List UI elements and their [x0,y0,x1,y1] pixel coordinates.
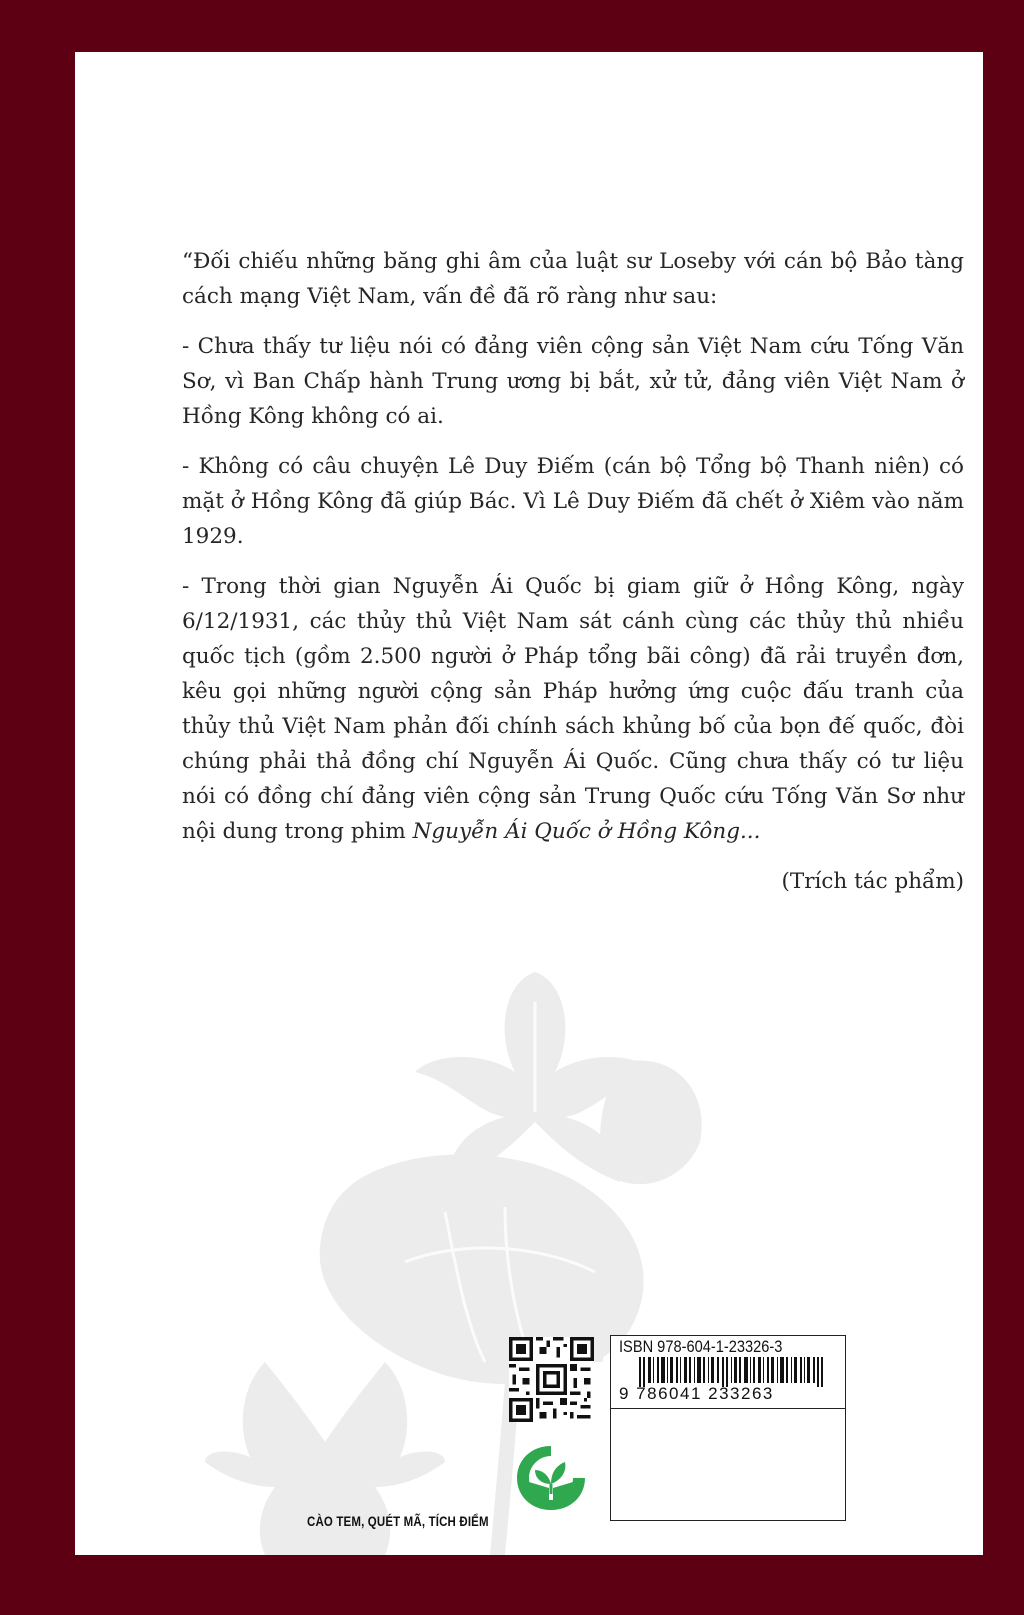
barcode-icon [639,1357,829,1387]
source-note: (Trích tác phẩm) [781,869,964,894]
isbn-sticker [610,1335,846,1521]
paragraph-1: “Đối chiếu những băng ghi âm của luật sư Loseby với cán bộ Bảo tàng cách mạng Việt Nam, vấn đề đã rõ ràng như sau: [182,249,964,309]
qr-code-icon[interactable] [509,1337,594,1422]
barcode-area [611,1336,845,1409]
ean-digits: 9 786041 233263 [619,1384,774,1403]
publisher-logo-icon [511,1438,591,1518]
paragraph-4 [182,569,964,849]
paragraph-4-text: - Trong thời gian Nguyễn Ái Quốc bị giam giữ ở Hồng Kông, ngày 6/12/1931, các thủy thủ Việt Nam sát cánh cùng các thủy thủ nhiều quốc tịch (gồm 2.500 người ở Pháp tổng bãi công) đã rải truyền đơn, kêu gọi những người cộng sản Pháp hưởng ứng cuộc đấu tranh của thủy thủ Việt Nam phản đối chính sách khủng bố của bọn đế quốc, đòi chúng phải thả đồng chí Nguyễn Ái Quốc. Cũng chưa thấy có tư liệu nói có đồng chí đảng viên cộng sản Trung Quốc cứu Tống Văn Sơ như nội dung trong phim [182,574,964,844]
excerpt-text [182,244,964,914]
paragraph-3: - Không có câu chuyện Lê Duy Điếm (cán bộ Tổng bộ Thanh niên) có mặt ở Hồng Kông đã giúp Bác. Vì Lê Duy Điếm đã chết ở Xiêm vào năm 1929. [182,454,964,549]
film-title: Nguyễn Ái Quốc ở Hồng Kông... [412,819,761,844]
isbn-label: ISBN 978-604-1-23326-3 [619,1337,783,1356]
paragraph-2: - Chưa thấy tư liệu nói có đảng viên cộng sản Việt Nam cứu Tống Văn Sơ, vì Ban Chấp hành Trung ương bị bắt, xử tử, đảng viên Việt Nam ở Hồng Kông không có ai. [182,334,964,429]
scan-promo-caption: CÀO TEM, QUÉT MÃ, TÍCH ĐIỂM [307,1513,489,1529]
back-cover [75,52,983,1555]
